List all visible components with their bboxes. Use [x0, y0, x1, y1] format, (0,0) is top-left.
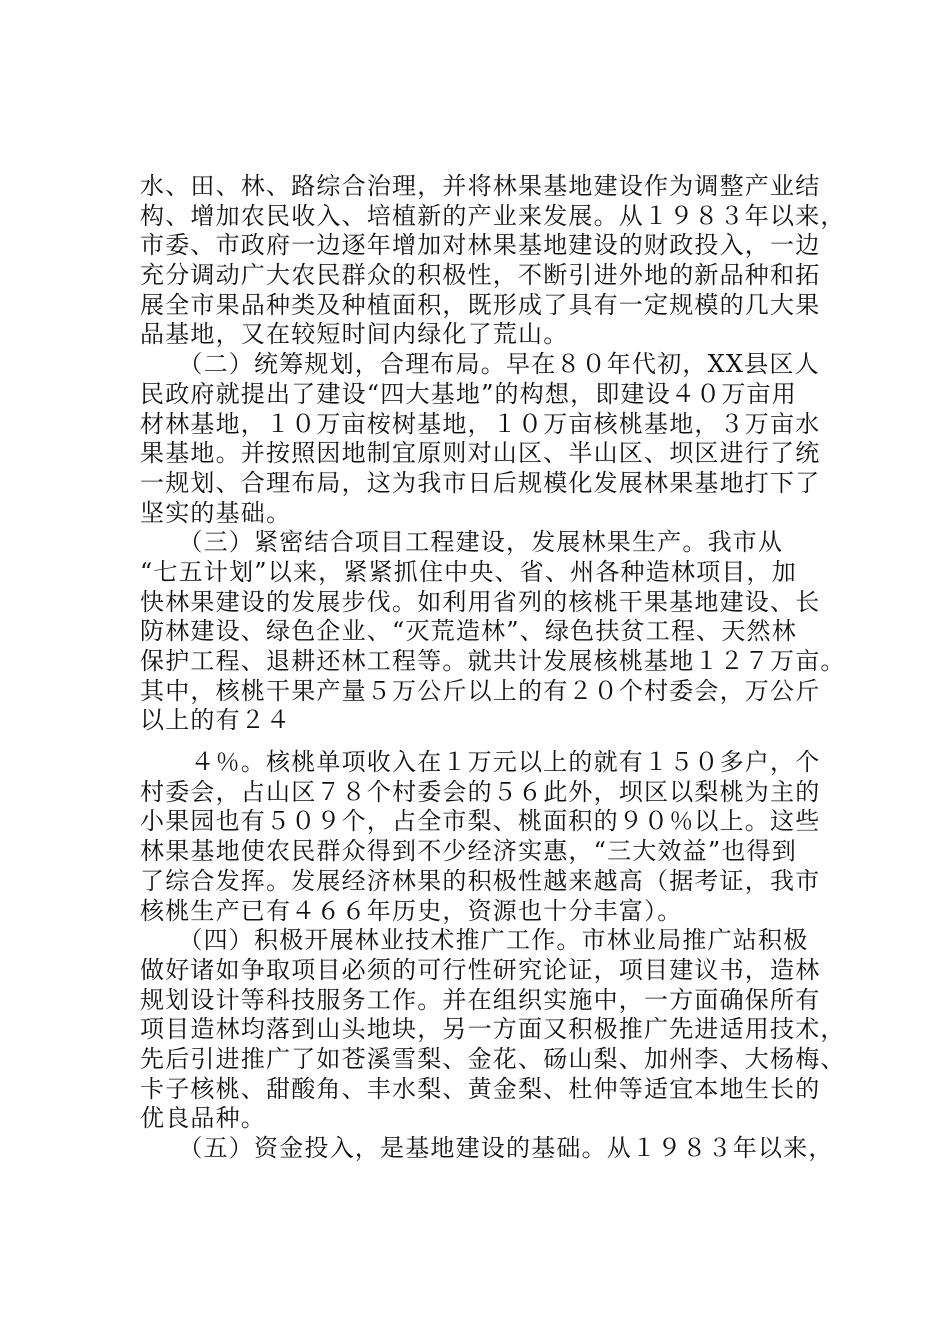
text-line: 其中，核桃干果产量５万公斤以上的有２０个村委会，万公斤: [140, 676, 821, 705]
text-line: ４％。核桃单项收入在１万元以上的就有１５０多户，个: [140, 748, 821, 777]
text-line: 核桃生产已有４６６年历史，资源也十分丰富）。: [140, 896, 683, 925]
text-line: 村委会，占山区７８个村委会的５６此外，坝区以梨桃为主的: [140, 777, 821, 806]
text-line: 小果园也有５０９个，占全市梨、桃面积的９０％以上。这些: [140, 807, 821, 836]
text-line: 展全市果品种类及种植面积，既形成了具有一定规模的几大果: [140, 290, 821, 319]
text-line: 快林果建设的发展步伐。如利用省列的核桃干果基地建设、长: [140, 587, 821, 616]
text-line: 一规划、合理布局，这为我市日后规模化发展林果基地打下了: [140, 468, 821, 497]
text-line: 充分调动广大农民群众的积极性，不断引进外地的新品种和拓: [140, 261, 821, 290]
paragraph-gap: [140, 736, 840, 748]
text-line: “七五计划”以来，紧紧抓住中央、省、州各种造林项目，加: [140, 557, 797, 586]
text-line: 果基地。并按照因地制宜原则对山区、半山区、坝区进行了统: [140, 439, 821, 468]
document-body: [140, 172, 846, 1164]
text-line: 市委、市政府一边逐年增加对林果基地建设的财政投入，一边: [140, 231, 821, 260]
text-line: 品基地，又在较短时间内绿化了荒山。: [140, 320, 569, 349]
text-line: 以上的有２４: [140, 706, 292, 735]
text-line: 构、增加农民收入、培植新的产业来发展。从１９８３年以来，: [140, 201, 846, 230]
text-line: 优良品种。: [140, 1104, 266, 1133]
text-line: （二）统筹规划，合理布局。早在８０年代初，XX县区人: [140, 350, 820, 379]
text-line: 林果基地使农民群众得到不少经济实惠，“三大效益”也得到: [140, 837, 797, 866]
text-line: （四）积极开展林业技术推广工作。市林业局推广站积极: [140, 926, 809, 955]
text-line: 项目造林均落到山头地块，另一方面又积极推广先进适用技术，: [140, 1015, 846, 1044]
text-line: 保护工程、退耕还林工程等。就共计发展核桃基地１２７万亩。: [140, 647, 846, 675]
text-line: 水、田、林、路综合治理，并将林果基地建设作为调整产业结: [140, 172, 821, 200]
text-line: 了综合发挥。发展经济林果的积极性越来越高（据考证，我市: [140, 866, 821, 895]
text-line: 坚实的基础。: [140, 498, 292, 527]
text-line: 卡子核桃、甜酸角、丰水梨、黄金梨、杜仲等适宜本地生长的: [140, 1074, 821, 1103]
text-line: 先后引进推广了如苍溪雪梨、金花、砀山梨、加州李、大杨梅、: [140, 1044, 846, 1073]
text-line: （五）资金投入，是基地建设的基础。从１９８３年以来，: [140, 1134, 834, 1162]
text-line: 民政府就提出了建设“四大基地”的构想，即建设４０万亩用: [140, 379, 797, 408]
text-line: 防林建设、绿色企业、“灭荒造林”、绿色扶贫工程、天然林: [140, 617, 797, 646]
text-line: （三）紧密结合项目工程建设，发展林果生产。我市从: [140, 528, 784, 557]
text-line: 规划设计等科技服务工作。并在组织实施中，一方面确保所有: [140, 985, 821, 1014]
text-line: 材林基地，１０万亩桉树基地，１０万亩核桃基地，３万亩水: [140, 409, 821, 438]
text-line: 做好诸如争取项目必须的可行性研究论证，项目建议书，造林: [140, 955, 821, 984]
